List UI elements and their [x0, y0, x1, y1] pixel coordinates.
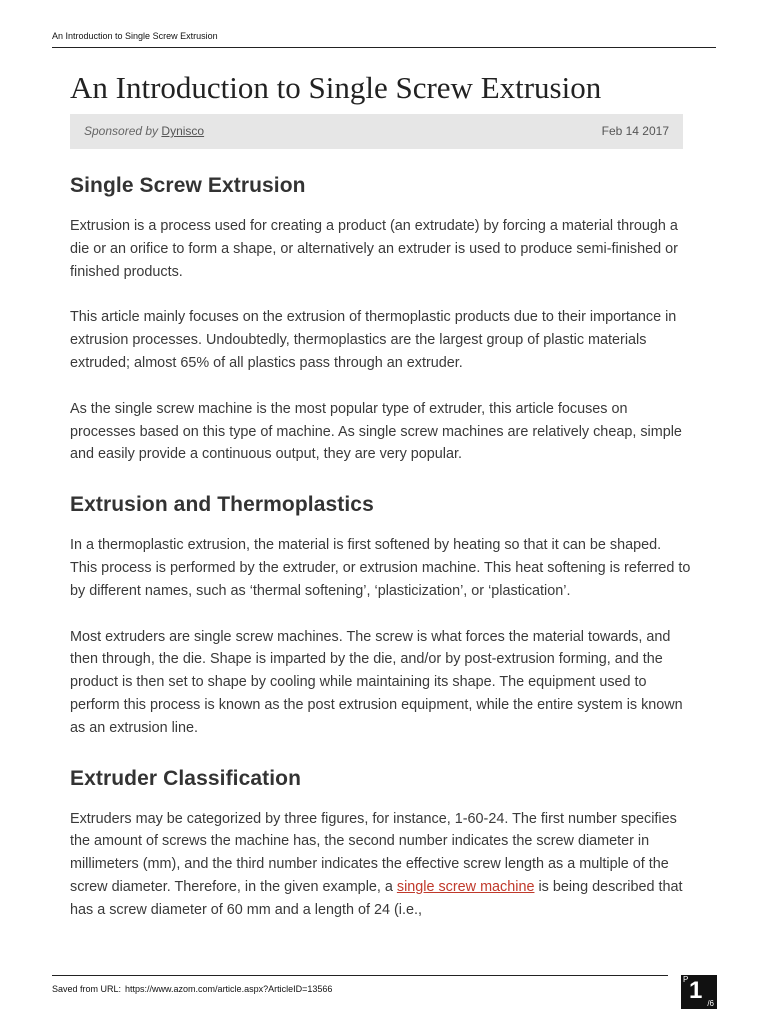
running-header: An Introduction to Single Screw Extrusion: [52, 31, 218, 41]
page-letter: P: [683, 975, 689, 984]
section-heading: Extrusion and Thermoplastics: [70, 493, 374, 517]
paragraph: [70, 808, 692, 922]
header-rule: [52, 47, 716, 48]
paragraph: This article mainly focuses on the extrusion of thermoplastic products due to their importance in extrusion processes. Undoubtedly, thermoplastics are the largest group of plastic materials extruded; almost 65% of all plastics pass through an extruder.: [70, 309, 677, 371]
publish-date: Feb 14 2017: [601, 124, 669, 138]
page-number: 1: [689, 977, 703, 1004]
paragraph: In a thermoplastic extrusion, the material is first softened by heating so that it can be shaped. This process is performed by the extruder, or extrusion machine. This heat softening is referred to by different names, such as ‘thermal softening’, ‘plasticization’, or ‘plastication’.: [70, 537, 691, 599]
meta-bar: [70, 114, 683, 149]
paragraph: Extrusion is a process used for creating a product (an extrudate) by forcing a material through a die or an orifice to form a shape, or alternatively an extruder is used to produce semi-finished or finished products.: [70, 218, 678, 280]
sponsored-by-label: Sponsored by: [84, 124, 159, 138]
sponsor-line: [84, 124, 204, 138]
section-heading: Single Screw Extrusion: [70, 174, 306, 197]
footer-rule: [52, 975, 668, 976]
source-url: https://www.azom.com/article.aspx?ArticleID=13566: [125, 984, 333, 994]
paragraph-text: Extruders may be categorized by three figures, for instance, 1-60-24. The first number specifies the amount of screws the machine has, the second number indicates the screw diameter in millimeters (mm), and the third number indicates the effective screw length as a multiple of the screw diameter. Therefore, in the given example, a: [70, 810, 677, 895]
saved-from-url: [52, 984, 332, 994]
paragraph: Most extruders are single screw machines. The screw is what forces the material towards, and then through, the die. Shape is imparted by the die, and/or by post-extrusion forming, and the product is then set to shape by cooling while maintaining its shape. The equipment used to perform this process is known as the post extrusion equipment, while the entire system is known as an extrusion line.: [70, 628, 683, 736]
page-total: /6: [707, 999, 714, 1008]
paragraph-text: is being described that has a screw diameter of 60 mm and a length of 24 (i.e.,: [70, 878, 683, 918]
single-screw-machine-link[interactable]: single screw machine: [396, 878, 535, 895]
paragraph: As the single screw machine is the most popular type of extruder, this article focuses on processes based on this type of machine. As single screw machines are relatively cheap, simple and easily provide a continuous output, they are very popular.: [70, 400, 682, 463]
saved-from-label: Saved from URL:: [52, 984, 122, 994]
article-title: An Introduction to Single Screw Extrusion: [70, 70, 602, 105]
page-number-badge: [681, 975, 717, 1009]
section-heading: Extruder Classification: [70, 766, 302, 790]
sponsor-link[interactable]: Dynisco: [161, 124, 205, 138]
article-body: [70, 174, 692, 922]
